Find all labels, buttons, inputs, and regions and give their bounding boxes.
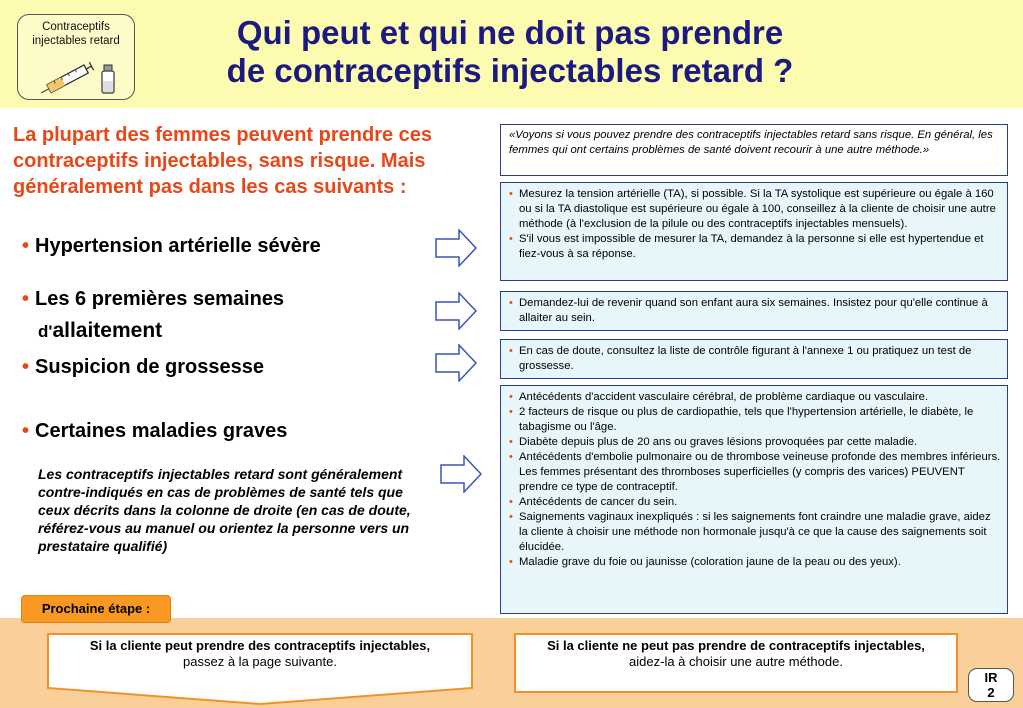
arrow-right-icon [435,292,477,330]
title-line-1: Qui peut et qui ne doit pas prendre [236,14,784,51]
bullet-hypertension [22,231,321,261]
quote-box [500,124,1008,176]
allaitement-box [500,291,1008,331]
list-item: • Saignements vaginaux inexpliqués : si les saignements font craindre une maladie grave, aidez la cliente à choisir une méthode non hormonale jusqu'à ce que la cause des saignements soit élucidée. [507,510,1001,555]
bullet-label: Suspicion de grossesse [35,356,264,378]
bullet-allaitement [22,284,284,349]
option-yes-action: passez à la page suivante. [183,654,337,669]
grossesse-box [500,339,1008,379]
page-title [150,14,870,90]
option-no-condition: Si la cliente ne peut pas prendre de contraceptifs injectables, [547,638,925,653]
counseling-quote: «Voyons si vous pouvez prendre des contraceptifs injectables retard sans risque. En général, les femmes qui ont certains problèmes de santé doivent recourir à une autre méthode.» [509,129,993,156]
topic-logo [17,14,135,100]
list-item: • S'il vous est impossible de mesurer la TA, demandez à la personne si elle est hypertendue et fiez-vous à sa réponse. [507,232,1001,262]
bullet-dot: • [22,420,30,442]
header-band [0,0,1023,108]
bullet-dot: • [22,288,30,310]
arrow-right-icon [435,229,477,267]
list-item: • Mesurez la tension artérielle (TA), si possible. Si la TA systolique est supérieure ou égale à 160 ou si la TA diastolique est supérieure ou égale à 100, conseillez à la cliente de choisir une autre méthode (à l'exclusion de la pilule ou des contraceptifs injectables mensuels). [507,187,1001,232]
logo-text [18,20,134,48]
syringe-vial-icon [36,51,118,97]
list-item: • Antécédents d'accident vasculaire cérébral, de problème cardiaque ou vasculaire. [507,390,1001,405]
option-no-text [524,638,948,670]
list-item: • Diabète depuis plus de 20 ans ou graves lésions provoquées par cette maladie. [507,435,1001,450]
bullet-maladies [22,416,287,446]
hypertension-box [500,182,1008,281]
bullet-dot: • [22,235,30,257]
list-item: • 2 facteurs de risque ou plus de cardiopathie, tels que l'hypertension artérielle, le diabète, le tabagisme ou l'âge. [507,405,1001,435]
bullet-label: Certaines maladies graves [35,420,288,442]
maladies-box [500,385,1008,614]
option-yes-text [60,638,460,670]
bullet-label: Hypertension artérielle sévère [35,235,321,257]
next-step-label: Prochaine étape : [21,595,171,623]
bullet-grossesse [22,352,264,382]
page-code-line-2: 2 [987,685,995,700]
bullet-dot: • [22,356,30,378]
list-item: • En cas de doute, consultez la liste de contrôle figurant à l'annexe 1 ou pratiquez un test de grossesse. [507,344,1001,374]
arrow-right-icon [440,455,482,493]
bullet-label: Les 6 premières semaines [35,288,285,310]
bullet-label-main: allaitement [52,319,163,342]
bullet-label-prefix: d' [38,322,53,341]
title-line-2: de contraceptifs injectables retard ? [226,52,794,89]
list-item: • Antécédents de cancer du sein. [507,495,1001,510]
intro-text: La plupart des femmes peuvent prendre ces contraceptifs injectables, sans risque. Mais généralement pas dans les cas suivants : [13,124,433,198]
page-code-badge [968,668,1014,702]
arrow-right-icon [435,344,477,382]
page-code-line-1: IR [984,670,998,685]
logo-line-1: Contraceptifs [42,21,110,33]
option-yes-condition: Si la cliente peut prendre des contraceptifs injectables, [89,638,431,653]
list-item: • Demandez-lui de revenir quand son enfant aura six semaines. Insistez pour qu'elle continue à allaiter au sein. [507,296,1001,326]
list-item: • Maladie grave du foie ou jaunisse (coloration jaune de la peau ou des yeux). [507,555,1001,570]
list-item: • Antécédents d'embolie pulmonaire ou de thrombose veineuse profonde des membres inférieurs. Les femmes présentant des thromboses superficielles (y compris des varices) PEUVENT prendre ce type de contraceptif. [507,450,1001,495]
logo-line-2: injectables retard [32,35,120,47]
option-no-action: aidez-la à choisir une autre méthode. [629,654,843,669]
contraindication-note: Les contraceptifs injectables retard sont généralement contre-indiqués en cas de problèmes de santé tels que ceux décrits dans la colonne de droite (en cas de doute, référez-vous au manuel ou orientez la personne vers un prestataire qualifié) [38,466,411,554]
